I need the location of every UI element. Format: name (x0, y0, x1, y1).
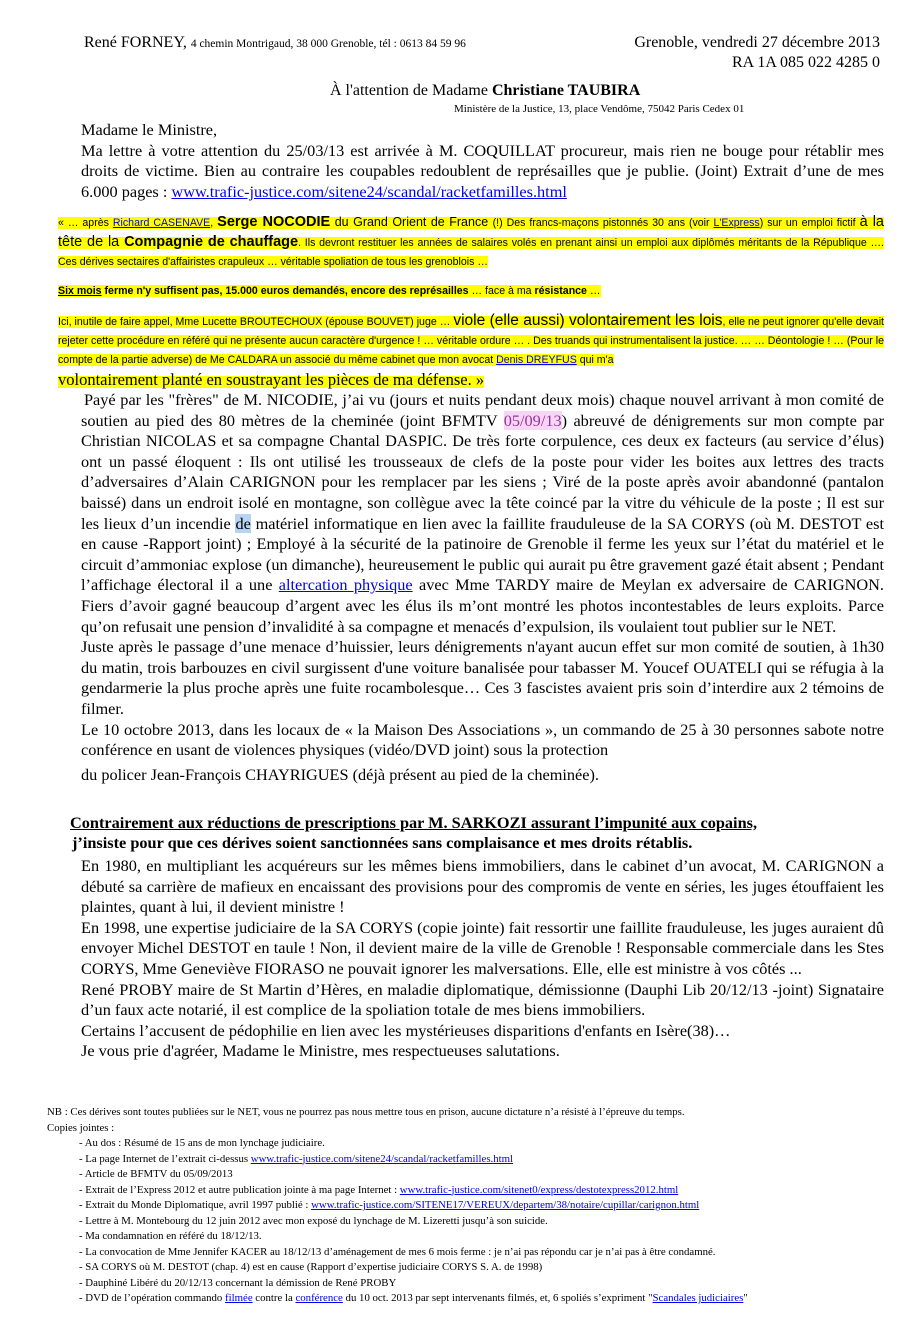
selected-word: de (235, 513, 251, 533)
quote-paragraph-2 (58, 282, 884, 301)
dreyfus-link[interactable]: Denis DREYFUS (496, 354, 577, 366)
quote-text: , elle ne peut ignorer qu'elle devait rejeter cette procédure en référé qui ne présente aucun caractère d'urgence ! … véritable ordure … . Des truands qui instrumentalisent la justice. … … Déontologie ! … (Pour le compte de la partie adverse) de Me CALDARA un associé du même cabinet que mon avocat (58, 316, 884, 366)
list-item (47, 1183, 887, 1199)
intro-text: Ma lettre à votre attention du 25/03/13 est arrivée à M. COQUILLAT procureur, mais rien ne bouge pour rétablir mes droits de victime. Bien au contraire les coupables redoublent de représailles que je publie. (Joint) Extrait d’une de mes 6.000 pages : (81, 140, 884, 201)
list-item (47, 1152, 887, 1168)
sender-name: René FORNEY, (84, 34, 187, 51)
list-text: - DVD de l’opération commando (79, 1292, 226, 1304)
quote-paragraph-1 (58, 213, 884, 272)
ministry-address: Ministère de la Justice, 13, place Vendôme, 75042 Paris Cedex 01 (454, 103, 745, 115)
quote-emphasis: à la tête de la (58, 214, 884, 250)
place-date: Grenoble, vendredi 27 décembre 2013 (634, 34, 880, 51)
filmee-link[interactable]: filmée (225, 1292, 253, 1304)
paragraph-commando: Le 10 octobre 2013, dans les locaux de « la Maison Des Associations », un commando de 25 à 30 personnes sabote notre conférence en usant de violences physiques (vidéo/DVD joint) sous la protection (81, 719, 884, 760)
list-item: - Article de BFMTV du 05/09/2013 (79, 1168, 233, 1180)
bold-statement (70, 813, 884, 853)
quote-emphasis: Serge NOCODIE (217, 214, 331, 230)
paragraph-bailiff: Juste après le passage d’une menace d’huissier, leurs dénigrements n'ayant aucun effet sur mon comité de soutien, à 1h30 du matin, trois barbouzes en civil surgissent d'une voiture banalisée pour tabasser M. Youcef OUATELI qui se réfugia à la gendarmerie la plus proche après une fuite rocambolesque… Ces 3 fascistes avaient pris soin d’interdire aux 2 témoins de filmer. (81, 637, 884, 718)
letter-body-2 (81, 856, 884, 1062)
body-text: matériel informatique en lien avec la faillite frauduleuse de la SA CORYS (où M. DESTOT est en cause -Rapport joint) ; Employé à la sécurité de la patinoire de Grenoble il ferme les yeux sur l’état du matériel et le circuit d’ammoniac explose (un dimanche), heureusement le public qui aurait pu être gravement gazé était absent ; Pendant l’affichage électoral il a une (81, 513, 884, 595)
list-item: - La convocation de Mme Jennifer KACER au 18/12/13 d’aménagement de mes 6 mois ferme : je n’ai pas répondu car je n’ai pas à être condamné. (79, 1245, 716, 1258)
bold-statement-line-1: Contrairement aux réductions de prescriptions par M. SARKOZI assurant l’impunité aux copains, (70, 813, 758, 832)
copies-label: Copies jointes : (47, 1121, 115, 1134)
quote-text: ) sur un emploi fictif (759, 217, 860, 229)
list-item: - Au dos : Résumé de 15 ans de mon lynchage judiciaire. (79, 1137, 325, 1149)
altercation-link[interactable]: altercation physique (278, 575, 413, 595)
list-text: du 10 oct. 2013 par sept intervenants filmés, et, 6 spoliés s’expriment " (342, 1292, 653, 1304)
attention-name: Christiane TAUBIRA (491, 82, 641, 99)
list-text: " (743, 1292, 748, 1304)
sender-line (84, 34, 466, 52)
paragraph-commando-end: du policer Jean-François CHAYRIGUES (déjà présent au pied de la cheminée). (81, 764, 599, 784)
quote-emphasis: Six mois (58, 285, 102, 297)
list-text: - Extrait de l’Express 2012 et autre publication jointe à ma page Internet : (79, 1183, 400, 1196)
intro-paragraph (81, 141, 884, 203)
bfmtv-date: 05/09/13 (503, 410, 562, 430)
list-text: - Extrait du Monde Diplomatique, avril 1997 publié : (79, 1199, 312, 1211)
closing-salutation: Je vous prie d'agréer, Madame le Ministre, mes respectueuses salutations. (81, 1041, 560, 1061)
list-item (47, 1291, 887, 1307)
quote-text: … face à ma (468, 285, 535, 297)
sender-address: 4 chemin Montrigaud, 38 000 Grenoble, tél : 0613 84 59 96 (190, 38, 466, 50)
paragraph-1980: En 1980, en multipliant les acquéreurs sur les mêmes biens immobiliers, dans le cabinet d’un avocat, M. CARIGNON a débuté sa carrière de mafieux en encaissant des provisions pour des compromis de vente en séries, les juges étouffaient les plaintes, quant à lui, il devient ministre ! (81, 856, 884, 917)
quote-paragraph-3 (58, 311, 884, 392)
quote-text: (!) Des francs-maçons pistonnés 30 ans (voir (492, 217, 714, 229)
quote-emphasis: Compagnie de chauffage (124, 234, 299, 250)
express-link[interactable]: www.trafic-justice.com/sitenet0/express/destotexpress2012.html (399, 1183, 679, 1196)
list-item (47, 1198, 887, 1214)
scandales-link[interactable]: Scandales judiciaires (652, 1292, 744, 1304)
intro-section (81, 120, 884, 202)
nb-note: NB : Ces dérives sont toutes publiées sur le NET, vous ne pourrez pas nous mettre tous en prison, aucune dictature n’a résisté à l’épreuve du temps. (47, 1106, 685, 1118)
quote-text: Ici, inutile de faire appel, Mme Lucette BROUTECHOUX (épouse BOUVET) juge … (58, 316, 454, 328)
letter-body (81, 390, 884, 785)
quote-block (58, 213, 884, 392)
quote-emphasis: volontairement planté en soustrayant les pièces de ma défense. » (58, 370, 485, 389)
racketfamilles-link[interactable]: www.trafic-justice.com/sitene24/scandal/racketfamilles.html (171, 181, 567, 201)
conference-link[interactable]: conférence (295, 1292, 343, 1304)
reference-number: RA 1A 085 022 4285 0 (731, 54, 880, 71)
body-text: avec Mme TARDY maire de Meylan ex adversaire de CARIGNON. Fiers d’avoir gagné beaucoup d’argent avec les élus ils m’ont montré les photos incontestables de leurs exploits. Parce qu’on refusait une pension d’invalidité à sa compagne et menacés d’expulsion, ils voulaient tout publier sur le NET. (81, 575, 884, 636)
list-item: - Ma condamnation en référé du 18/12/13. (79, 1230, 262, 1242)
list-item: - Dauphiné Libéré du 20/12/13 concernant la démission de René PROBY (79, 1276, 397, 1289)
quote-text: « … après (58, 217, 113, 229)
attention-line (330, 82, 640, 100)
racketfamilles-copy-link[interactable]: www.trafic-justice.com/sitene24/scandal/racketfamilles.html (250, 1152, 514, 1165)
quote-text: . Ils devront restituer les années de salaires volés en prenant ainsi un emploi aux diplômés méritants de la République …. Ces dérives sectaires d'affairistes crapuleux … véritable spoliation de tous les grenoblois … (58, 237, 885, 268)
quote-emphasis: résistance (534, 285, 587, 297)
list-item: - Lettre à M. Montebourg du 12 juin 2012 avec mon exposé du lynchage de M. Lizeretti jusqu’à son suicide. (79, 1214, 548, 1227)
quote-emphasis: viole (elle aussi) volontairement les lois (453, 312, 723, 329)
casenave-link[interactable]: Richard CASENAVE (112, 217, 211, 229)
quote-text: qui m'a (576, 354, 614, 366)
body-text: Payé par les "frères" de M. NICODIE, j’ai vu (jours et nuits pendant deux mois) chaque nouvel arrivant à mon comité de soutien au pied des 80 mètres de la cheminée (joint BFMTV (81, 390, 884, 430)
list-text: - La page Internet de l’extrait ci-dessus (79, 1152, 251, 1165)
bold-statement-line-2: j’insiste pour que ces dérives soient sanctionnées sans complaisance et mes droits rétablis. (72, 833, 693, 852)
quote-text: ferme n'y suffisent pas, 15.000 euros demandés, encore des représailles (101, 285, 469, 297)
paragraph-proby: René PROBY maire de St Martin d’Hères, en maladie diplomatique, démissionne (Dauphi Lib 20/12/13 -joint) Signataire d’un faux acte notarié, il est complice de la spoliation totale de mes biens immobiliers. (81, 979, 884, 1020)
paragraph-chimney (81, 390, 884, 637)
quote-text: du Grand Orient de France (330, 215, 493, 229)
lexpress-link[interactable]: L'Express (713, 217, 760, 229)
salutation: Madame le Ministre, (81, 120, 218, 139)
quote-text: … (586, 285, 601, 297)
list-text: contre la (252, 1292, 296, 1304)
body-text: ) abreuvé de dénigrements sur mon compte par Christian NICOLAS et sa compagne Chantal DASPIC. De très forte corpulence, ces deux ex facteurs (au service d’élus) ont un passé éloquent : Ils ont utilisé les trousseaux de clefs de la poste pour vider les boites aux lettres des tracts d’adversaires d’Alain CARIGNON pour les remplacer par les siens ; Viré de la poste après avoir abandonné (pantalon baissé) dans un endroit isolé en montagne, son collègue avec la tête coincé par la vitre du véhicule de la poste ; Il est sur les lieux d’un incendie (81, 410, 884, 533)
list-item: - SA CORYS où M. DESTOT (chap. 4) est en cause (Rapport d’expertise judiciaire CORYS S. A. de 1998) (79, 1261, 543, 1273)
carignon-link[interactable]: www.trafic-justice.com/SITENE17/VEREUX/departem/38/notaire/cupillar/carignon.html (311, 1199, 700, 1211)
notes-section (47, 1105, 887, 1307)
quote-text: , (210, 217, 218, 229)
paragraph-accusation: Certains l’accusent de pédophilie en lien avec les mystérieuses disparitions d'enfants en Isère(38)… (81, 1020, 731, 1040)
attention-prefix: À l'attention de Madame (330, 82, 488, 99)
paragraph-1998: En 1998, une expertise judiciaire de la SA CORYS (copie jointe) fait ressortir une faillite frauduleuse, les juges auraient dû envoyer Michel DESTOT en taule ! Non, il devient maire de la ville de Grenoble ! Responsable commerciale dans les Stes CORYS, Mme Geneviève FIORASO ne pouvait ignorer les malversations. Elle, elle est ministre à vos côtés ... (81, 917, 884, 978)
